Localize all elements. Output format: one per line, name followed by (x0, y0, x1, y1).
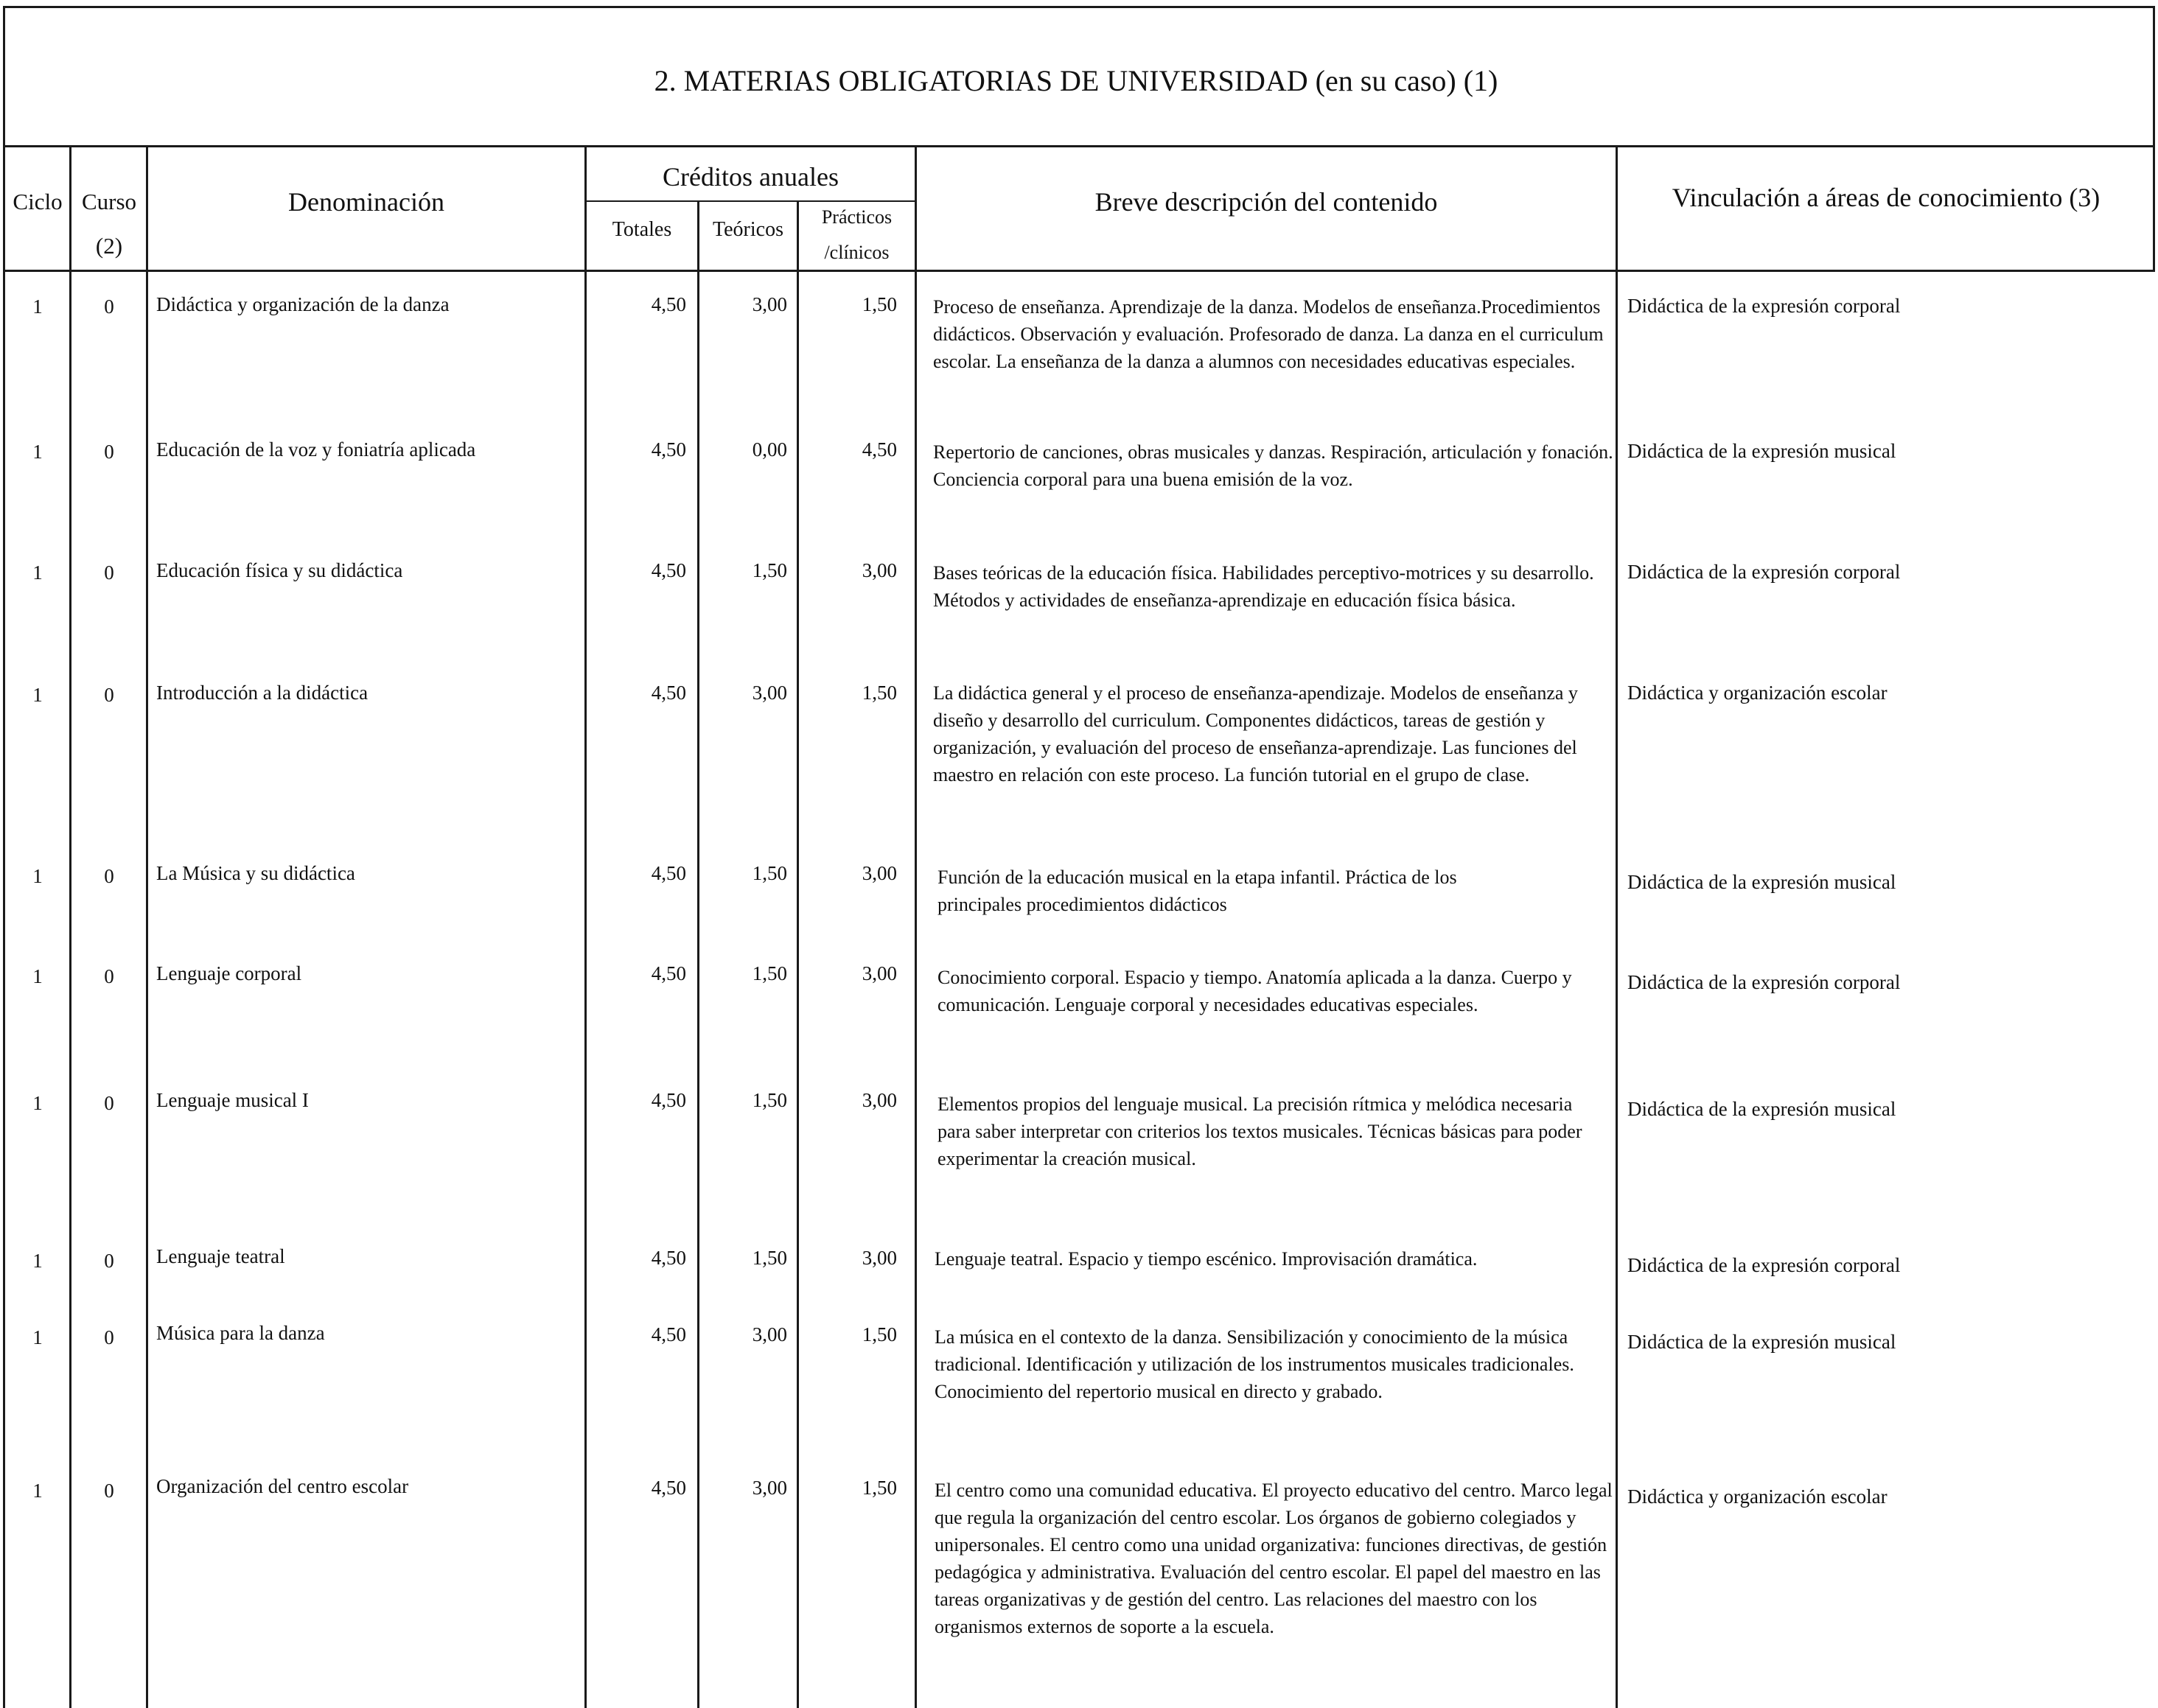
header-denominacion: Denominación (288, 187, 444, 217)
area-cell: Didáctica de la expresión corporal (1627, 1254, 1901, 1276)
curso-cell: 0 (104, 1092, 114, 1114)
practicos-cell: 4,50 (862, 438, 897, 461)
header-vinculacion: Vinculación a áreas de conocimiento (3) (1672, 183, 2101, 212)
totales-cell: 4,50 (651, 682, 686, 704)
area-cell: Didáctica y organización escolar (1627, 1485, 1888, 1508)
header-curso: Curso (81, 189, 137, 214)
practicos-cell: 3,00 (862, 862, 897, 884)
header-bottom-border (3, 270, 2155, 272)
teoricos-cell: 0,00 (752, 438, 787, 461)
descripcion-cell: Conocimiento corporal. Espacio y tiempo. Anatomía aplicada a la danza. Cuerpo y comunicación. Lenguaje corporal y necesidades educativas especiales. (937, 967, 1572, 1015)
curso-cell: 0 (104, 441, 114, 463)
totales-cell: 4,50 (651, 1477, 686, 1499)
denominacion-cell: La Música y su didáctica (156, 862, 355, 884)
header-creditos-anuales: Créditos anuales (663, 162, 839, 192)
practicos-cell: 1,50 (862, 1477, 897, 1499)
ciclo-cell: 1 (32, 1480, 43, 1502)
practicos-cell: 1,50 (862, 293, 897, 315)
col-divider-ciclo-curso (69, 147, 71, 1708)
curso-cell: 0 (104, 295, 114, 318)
teoricos-cell: 1,50 (752, 962, 787, 984)
totales-cell: 4,50 (651, 559, 686, 581)
ciclo-cell: 1 (32, 1326, 43, 1348)
denominacion-cell: Organización del centro escolar (156, 1475, 409, 1497)
descripcion-cell: Bases teóricas de la educación física. Habilidades perceptivo-motrices y su desarrollo. Métodos y actividades de enseñanza-aprendizaje en educación física básica. (933, 562, 1594, 611)
header-clinicos: /clínicos (824, 242, 890, 263)
totales-cell: 4,50 (651, 293, 686, 315)
title-box-top-border (3, 6, 2155, 8)
ciclo-cell: 1 (32, 295, 43, 318)
practicos-cell: 1,50 (862, 682, 897, 704)
descripcion-cell: El centro como una comunidad educativa. El proyecto educativo del centro. Marco legal que regula la organización del centro escolar. Los órganos de gobierno colegiados y unipersonales. El centro como una unidad organizativa: funciones directivas, de gestión pedagógica y administrativa. Evaluación del centro escolar. El papel del maestro en las tareas organizativas y de gestión del centro. Las relaciones del maestro con los organismos externos de soporte a la escuela. (935, 1480, 1613, 1637)
denominacion-cell: Lenguaje corporal (156, 962, 302, 984)
ciclo-cell: 1 (32, 561, 43, 584)
descripcion-cell: La didáctica general y el proceso de enseñanza-apendizaje. Modelos de enseñanza y diseño y desarrollo del curriculum. Componentes didácticos, tareas de gestión y organización, y evaluación del proceso de enseñanza-aprendizaje. Las funciones del maestro en relación con este proceso. La función tutorial en el grupo de clase. (933, 682, 1578, 785)
curso-cell: 0 (104, 684, 114, 706)
teoricos-cell: 3,00 (752, 682, 787, 704)
area-cell: Didáctica de la expresión corporal (1627, 971, 1901, 993)
area-cell: Didáctica de la expresión musical (1627, 871, 1896, 893)
ciclo-cell: 1 (32, 684, 43, 706)
curso-cell: 0 (104, 561, 114, 584)
denominacion-cell: Introducción a la didáctica (156, 682, 369, 704)
header-practicos: Prácticos (821, 206, 893, 228)
teoricos-cell: 1,50 (752, 1089, 787, 1111)
frame-right-border (2153, 6, 2155, 271)
header-teoricos: Teóricos (712, 218, 783, 241)
totales-cell: 4,50 (651, 1089, 686, 1111)
curso-cell: 0 (104, 1326, 114, 1348)
descripcion-cell: Proceso de enseñanza. Aprendizaje de la danza. Modelos de enseñanza.Procedimientos didácticos. Observación y evaluación. Profesorado de danza. La danza en el curriculum escolar. La enseñanza de la danza a alumnos con necesidades educativas especiales. (933, 296, 1604, 372)
practicos-cell: 3,00 (862, 962, 897, 984)
ciclo-cell: 1 (32, 1250, 43, 1272)
area-cell: Didáctica de la expresión musical (1627, 1098, 1896, 1120)
header-ciclo: Ciclo (13, 189, 63, 214)
denominacion-cell: Educación de la voz y foniatría aplicada (156, 438, 476, 461)
totales-cell: 4,50 (651, 862, 686, 884)
area-cell: Didáctica de la expresión musical (1627, 440, 1896, 462)
totales-cell: 4,50 (651, 1323, 686, 1345)
curso-cell: 0 (104, 1250, 114, 1272)
ciclo-cell: 1 (32, 1092, 43, 1114)
curso-cell: 0 (104, 865, 114, 887)
teoricos-cell: 3,00 (752, 1477, 787, 1499)
teoricos-cell: 1,50 (752, 862, 787, 884)
practicos-cell: 3,00 (862, 1247, 897, 1269)
area-cell: Didáctica de la expresión corporal (1627, 561, 1901, 583)
totales-cell: 4,50 (651, 1247, 686, 1269)
col-divider-descripcion-vinculacion (1616, 147, 1618, 1708)
area-cell: Didáctica y organización escolar (1627, 682, 1888, 704)
totales-cell: 4,50 (651, 438, 686, 461)
header-totales: Totales (612, 218, 672, 241)
area-cell: Didáctica de la expresión corporal (1627, 295, 1901, 317)
denominacion-cell: Lenguaje musical I (156, 1089, 309, 1111)
col-divider-denominacion-totales (584, 147, 587, 1708)
descripcion-cell: Lenguaje teatral. Espacio y tiempo escénico. Improvisación dramática. (935, 1248, 1478, 1270)
denominacion-cell: Educación física y su didáctica (156, 559, 403, 581)
denominacion-cell: Lenguaje teatral (156, 1245, 285, 1267)
practicos-cell: 1,50 (862, 1323, 897, 1345)
descripcion-cell: Función de la educación musical en la etapa infantil. Práctica de los principales procedimientos didácticos (937, 867, 1457, 915)
denominacion-cell: Didáctica y organización de la danza (156, 293, 450, 315)
practicos-cell: 3,00 (862, 559, 897, 581)
practicos-cell: 3,00 (862, 1089, 897, 1111)
header-curso-note: (2) (95, 233, 123, 259)
title-box-bottom-border (3, 145, 2155, 147)
teoricos-cell: 1,50 (752, 1247, 787, 1269)
curso-cell: 0 (104, 965, 114, 987)
ciclo-cell: 1 (32, 865, 43, 887)
descripcion-cell: La música en el contexto de la danza. Sensibilización y conocimiento de la música tradicional. Identificación y utilización de los instrumentos musicales tradicionales. Conocimiento del repertorio musical en directo y grabado. (935, 1326, 1574, 1402)
credits-subheader-divider (584, 200, 916, 202)
document-title: 2. MATERIAS OBLIGATORIAS DE UNIVERSIDAD (en su caso) (1) (654, 64, 1498, 97)
curso-cell: 0 (104, 1480, 114, 1502)
teoricos-cell: 3,00 (752, 293, 787, 315)
totales-cell: 4,50 (651, 962, 686, 984)
col-divider-curso-denominacion (146, 147, 148, 1708)
descripcion-cell: Elementos propios del lenguaje musical. La precisión rítmica y melódica necesaria para saber interpretar con criterios los textos musicales. Técnicas básicas para poder experimentar la creación musical. (937, 1093, 1582, 1169)
frame-left-border (3, 6, 5, 1708)
header-descripcion: Breve descripción del contenido (1094, 187, 1438, 217)
col-divider-practicos-descripcion (915, 147, 917, 1708)
teoricos-cell: 3,00 (752, 1323, 787, 1345)
denominacion-cell: Música para la danza (156, 1322, 325, 1344)
area-cell: Didáctica de la expresión musical (1627, 1331, 1896, 1353)
descripcion-cell: Repertorio de canciones, obras musicales y danzas. Respiración, articulación y fonación. Conciencia corporal para una buena emisión de la voz. (933, 441, 1613, 490)
ciclo-cell: 1 (32, 441, 43, 463)
ciclo-cell: 1 (32, 965, 43, 987)
teoricos-cell: 1,50 (752, 559, 787, 581)
